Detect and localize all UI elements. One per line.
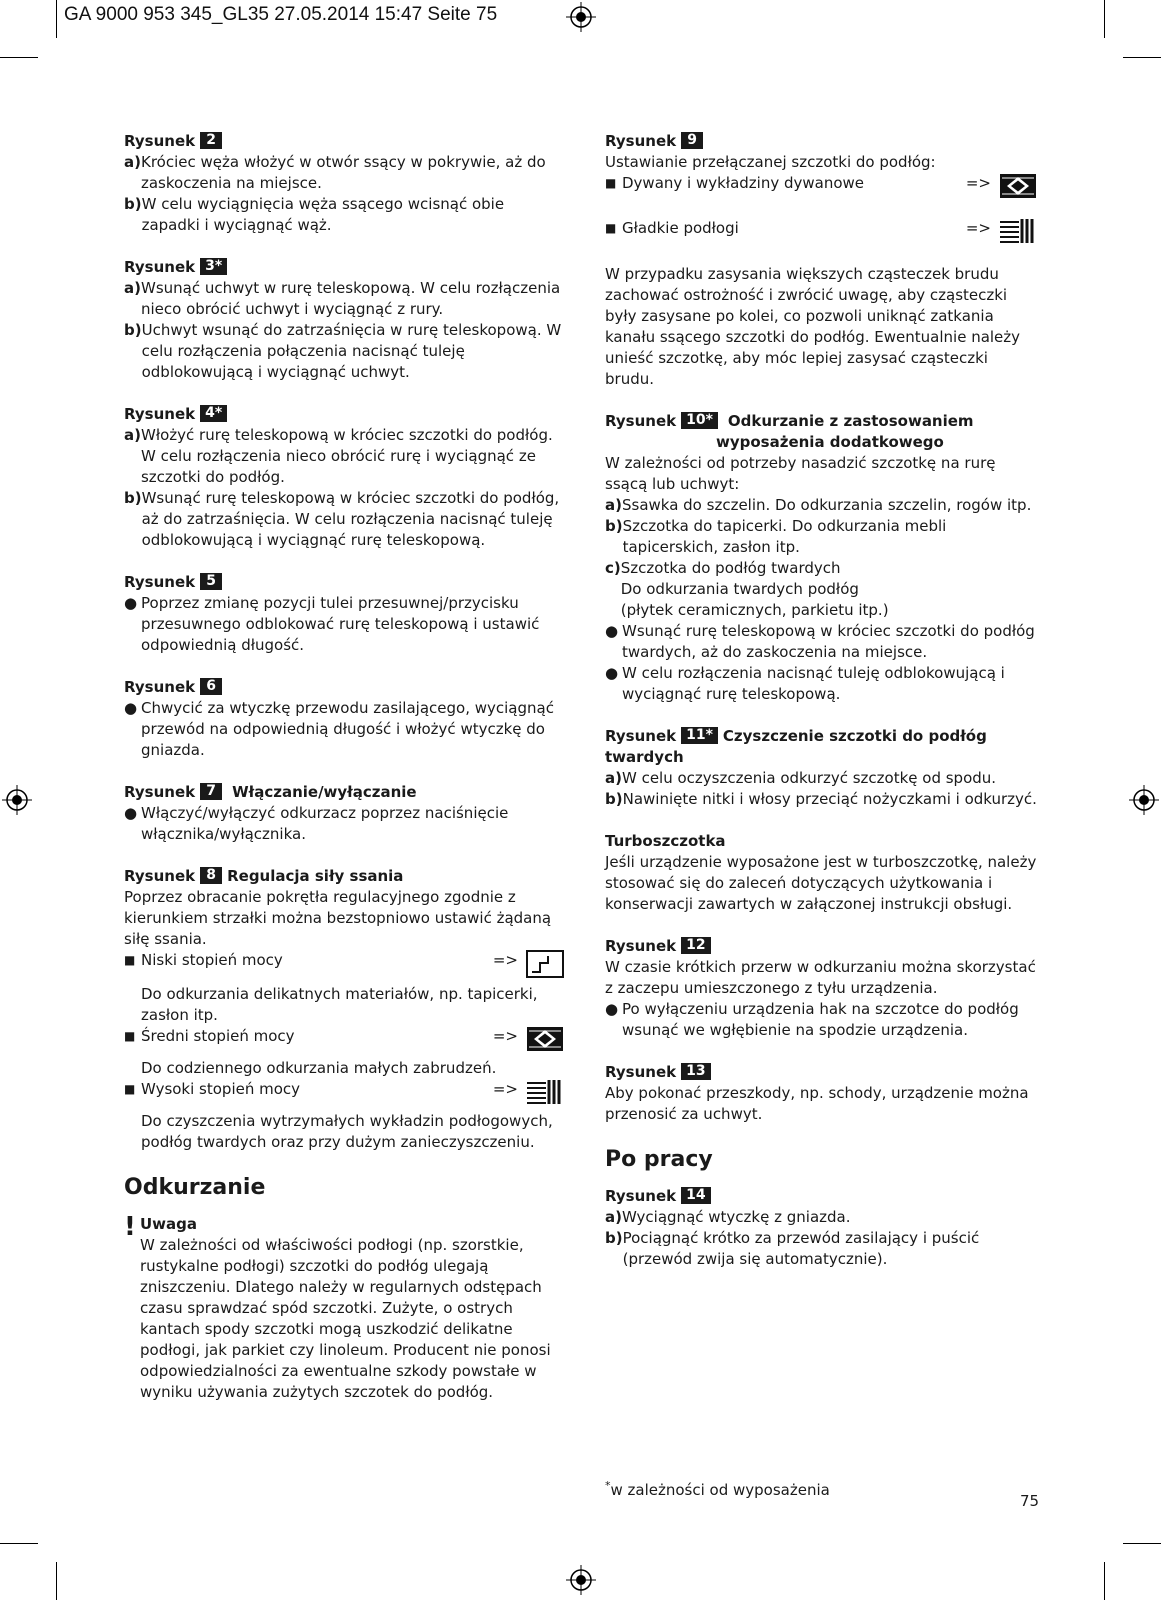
figure-8-section <box>124 866 564 1153</box>
bullet-text: Po wyłączeniu urządzenia hak na szczotce do podłóg wsunąć we wgłębienie na spodzie urządzenia. <box>622 1000 1019 1039</box>
figure-heading <box>124 866 564 887</box>
item-text: Uchwyt wsunąć do zatrzaśnięcia w rurę teleskopową. W celu rozłączenia połączenia nacisnąć tuleję odblokowującą i wyciągnąć uchwyt. <box>141 321 562 381</box>
figure-3-section <box>124 257 564 383</box>
list-item <box>605 516 1037 558</box>
item-text: Króciec węża włożyć w otwór ssący w pokrywie, aż do zaskoczenia na miejsce. <box>140 153 546 192</box>
footnote <box>605 1479 830 1499</box>
figure-title-line2: wyposażenia dodatkowego <box>716 433 944 451</box>
list-item <box>124 488 564 551</box>
list-item <box>124 320 564 383</box>
figure-number-badge: 9 <box>681 132 703 149</box>
bullet-icon: ● <box>124 804 138 822</box>
item-label: a) <box>605 496 622 514</box>
figure-title: Regulacja siły ssania <box>227 867 404 885</box>
item-text: (przewód zwija się automatycznie). <box>622 1250 888 1268</box>
item-text: Wsunąć rurę teleskopową w króciec szczotki do podłóg, aż do zatrzaśnięcia. W celu rozłączenia nacisnąć tuleję odblokowującą i wyciągnąć rurę teleskopową. <box>141 489 560 549</box>
left-column <box>124 131 564 1403</box>
figure-title: Włączanie/wyłączanie <box>232 783 417 801</box>
paragraph: W przypadku zasysania większych cząsteczek brudu zachować ostrożność i zwrócić uwagę, aby cząsteczki były zasysane po kolei, co pozwoli uniknąć zatkania kanału ssącego szczotki do podłóg. Ewentualnie należy unieść szczotkę, aby móc lepiej zasysać cząsteczki brudu. <box>605 265 1021 388</box>
bullet-icon: ● <box>124 594 138 612</box>
power-level-name: Niski stopień mocy <box>141 951 283 969</box>
figure-heading <box>124 404 564 425</box>
warning-icon: ! <box>124 1212 136 1242</box>
power-level-item <box>124 1026 564 1058</box>
power-level-desc: Do czyszczenia wytrzymałych wykładzin podłogowych, podłóg twardych oraz przy dużym zanieczyszczeniu. <box>141 1112 553 1151</box>
item-label: b) <box>124 195 142 213</box>
figure-label: Rysunek <box>605 937 677 955</box>
item-label: a) <box>605 769 622 787</box>
square-bullet-icon: ■ <box>605 176 617 190</box>
floor-type-name: Dywany i wykładziny dywanowe <box>622 174 865 192</box>
bullet-icon: ● <box>605 664 619 682</box>
figure-title: Czyszczenie szczotki do podłóg <box>722 727 987 745</box>
crop-mark <box>0 1543 38 1544</box>
paragraph: Ustawianie przełączanej szczotki do podłóg: <box>605 153 936 171</box>
figure-number-badge: 8 <box>200 867 222 884</box>
item-text: Szczotka do tapicerki. Do odkurzania mebli tapicerskich, zasłon itp. <box>622 517 947 556</box>
item-label: a) <box>124 426 141 444</box>
figure-number-badge: 13 <box>681 1063 710 1080</box>
footnote-text: w zależności od wyposażenia <box>610 1481 830 1499</box>
item-label: a) <box>124 279 141 297</box>
list-item <box>124 152 564 194</box>
bullet-icon: ● <box>124 699 138 717</box>
turbo-section <box>605 831 1037 915</box>
power-level-name: Wysoki stopień mocy <box>141 1080 301 1098</box>
item-text: W celu oczyszczenia odkurzyć szczotkę od spodu. <box>621 769 997 787</box>
figure-number-badge: 2 <box>200 132 222 149</box>
list-item <box>605 558 1037 621</box>
crop-mark <box>0 57 38 58</box>
figure-title-line2: twardych <box>605 748 684 766</box>
figure-2-section <box>124 131 564 236</box>
square-bullet-icon: ■ <box>124 953 136 967</box>
figure-label: Rysunek <box>124 867 196 885</box>
bullet-item <box>124 698 564 761</box>
item-label: b) <box>124 489 142 507</box>
figure-label: Rysunek <box>124 405 196 423</box>
item-text: Wsunąć uchwyt w rurę teleskopową. W celu rozłączenia nieco obrócić uchwyt i wyciągnąć z rury. <box>140 279 561 318</box>
bullet-icon: ● <box>605 622 619 640</box>
bullet-text: Włączyć/wyłączyć odkurzacz poprzez naciśnięcie włącznika/wyłącznika. <box>141 804 509 843</box>
figure-number-badge: 3* <box>200 258 227 275</box>
square-bullet-icon: ■ <box>124 1029 136 1043</box>
item-label: b) <box>605 1229 623 1247</box>
section-heading: Odkurzanie <box>124 1175 266 1200</box>
registration-mark-icon <box>566 2 596 32</box>
item-label: a) <box>605 1208 622 1226</box>
floor-type-item <box>605 173 1037 205</box>
list-item <box>605 1207 1037 1228</box>
figure-label: Rysunek <box>605 727 677 745</box>
figure-12-section <box>605 936 1037 1041</box>
figure-label: Rysunek <box>124 783 196 801</box>
figure-7-section <box>124 782 564 845</box>
bullet-text: Wsunąć rurę teleskopową w króciec szczotki do podłóg twardych, aż do zaskoczenia na miejsce. <box>622 622 1035 661</box>
bullet-item <box>605 663 1037 705</box>
bullet-item <box>124 593 564 656</box>
crop-mark <box>56 0 57 38</box>
list-item <box>605 495 1037 516</box>
paragraph: W czasie krótkich przerw w odkurzaniu można skorzystać z zaczepu umieszczonego z tyłu urządzenia. <box>605 958 1036 997</box>
low-power-icon <box>526 950 564 984</box>
print-header: GA 9000 953 345_GL35 27.05.2014 15:47 Seite 75 <box>64 4 498 25</box>
figure-10-section <box>605 411 1037 705</box>
crop-mark <box>1123 57 1161 58</box>
registration-mark-icon <box>566 1565 596 1595</box>
figure-label: Rysunek <box>124 573 196 591</box>
figure-heading <box>605 1186 1037 1207</box>
right-column <box>605 131 1037 1270</box>
figure-number-badge: 10* <box>681 412 718 429</box>
figure-number-badge: 5 <box>200 573 222 590</box>
figure-label: Rysunek <box>605 1187 677 1205</box>
square-bullet-icon: ■ <box>124 1082 136 1096</box>
paragraph: Jeśli urządzenie wyposażone jest w turboszczotkę, należy stosować się do zaleceń dotyczących użytkowania i konserwacji zawartych w załączonej instrukcji obsługi. <box>605 853 1037 913</box>
figure-number-badge: 6 <box>200 678 222 695</box>
power-level-item <box>124 1079 564 1111</box>
figure-heading <box>124 677 564 698</box>
figure-label: Rysunek <box>124 258 196 276</box>
crop-mark <box>1104 0 1105 38</box>
figure-heading <box>124 257 564 278</box>
registration-mark-icon <box>2 785 32 815</box>
item-label: c) <box>605 559 621 577</box>
figure-6-section <box>124 677 564 761</box>
item-text: Wyciągnąć wtyczkę z gniazda. <box>621 1208 851 1226</box>
figure-9-section <box>605 131 1037 390</box>
bullet-text: Chwycić za wtyczkę przewodu zasilającego, wyciągnąć przewód na odpowiednią długość i włożyć wtyczkę do gniazda. <box>141 699 554 759</box>
floor-type-item <box>605 218 1037 250</box>
figure-13-section <box>605 1062 1037 1125</box>
list-item <box>605 789 1037 810</box>
figure-heading <box>605 131 1037 152</box>
figure-heading <box>605 726 1037 747</box>
square-bullet-icon: ■ <box>605 221 617 235</box>
figure-heading <box>605 936 1037 957</box>
list-item <box>605 768 1037 789</box>
arrow: => <box>965 174 991 192</box>
warning-block <box>124 1214 564 1403</box>
item-text: W celu wyciągnięcia węża ssącego wcisnąć obie zapadki i wyciągnąć wąż. <box>141 195 505 234</box>
item-label: b) <box>605 517 623 535</box>
figure-heading <box>124 782 564 803</box>
bullet-item <box>124 803 564 845</box>
figure-label: Rysunek <box>605 132 677 150</box>
figure-number-badge: 4* <box>200 405 227 422</box>
figure-label: Rysunek <box>605 1063 677 1081</box>
item-text: Włożyć rurę teleskopową w króciec szczotki do podłóg. W celu rozłączenia nieco obrócić rurę i wyciągnąć ze szczotki do podłóg. <box>140 426 553 486</box>
warning-title: Uwaga <box>140 1215 198 1233</box>
arrow: => <box>965 219 991 237</box>
footnote-marker: * <box>605 1479 611 1492</box>
item-text: Pociągnąć krótko za przewód zasilający i puścić <box>622 1229 980 1247</box>
carpet-icon <box>526 1026 564 1058</box>
carpet-icon <box>999 173 1037 205</box>
list-item <box>124 194 564 236</box>
po-pracy-section <box>605 1146 1037 1270</box>
power-level-name: Średni stopień mocy <box>141 1027 295 1045</box>
figure-heading <box>605 1062 1037 1083</box>
item-label: a) <box>124 153 141 171</box>
hard-floor-icon <box>999 218 1037 250</box>
item-text: (płytek ceramicznych, parkietu itp.) <box>620 601 889 619</box>
figure-number-badge: 7 <box>200 783 222 800</box>
figure-5-section <box>124 572 564 656</box>
paragraph: Poprzez obracanie pokrętła regulacyjnego zgodnie z kierunkiem strzałki można bezstopniowo ustawić żądaną siłę ssania. <box>124 888 552 948</box>
item-text: Nawinięte nitki i włosy przeciąć nożyczkami i odkurzyć. <box>622 790 1037 808</box>
power-level-desc: Do codziennego odkurzania małych zabrudzeń. <box>141 1059 497 1077</box>
item-label: b) <box>605 790 623 808</box>
power-level-item <box>124 950 564 984</box>
section-subheading: Turboszczotka <box>605 832 726 850</box>
registration-mark-icon <box>1129 785 1159 815</box>
section-heading: Po pracy <box>605 1147 713 1172</box>
page-number: 75 <box>1020 1492 1040 1510</box>
power-level-desc: Do odkurzania delikatnych materiałów, np. tapicerki, zasłon itp. <box>141 985 538 1024</box>
figure-number-badge: 11* <box>681 727 718 744</box>
arrow: => <box>492 1080 518 1098</box>
item-text: Ssawka do szczelin. Do odkurzania szczelin, rogów itp. <box>621 496 1032 514</box>
crop-mark <box>1104 1562 1105 1600</box>
figure-4-section <box>124 404 564 551</box>
bullet-text: Poprzez zmianę pozycji tulei przesuwnej/przycisku przesuwnego odblokować rurę teleskopową i ustawić odpowiednią długość. <box>141 594 540 654</box>
item-label: b) <box>124 321 142 339</box>
figure-title: Odkurzanie z zastosowaniem <box>727 412 974 430</box>
list-item <box>124 278 564 320</box>
figure-heading <box>605 411 1037 432</box>
figure-heading <box>124 572 564 593</box>
odkurzanie-section <box>124 1174 564 1403</box>
warning-text: W zależności od właściwości podłogi (np. szorstkie, rustykalne podłogi) szczotki do podłóg ulegają zniszczeniu. Dlatego należy w regularnych odstępach czasu sprawdzać spód szczotki. Zużyte, o ostrych kantach spody szczotki mogą uszkodzić delikatne podłogi, jak parkiet czy linoleum. Producent nie ponosi odpowiedzialności za ewentualne szkody powstałe w wyniku używania zużytych szczotek do podłóg. <box>140 1236 551 1401</box>
list-item <box>124 425 564 488</box>
figure-number-badge: 14 <box>681 1187 710 1204</box>
hard-floor-icon <box>526 1079 564 1111</box>
paragraph: W zależności od potrzeby nasadzić szczotkę na rurę ssącą lub uchwyt: <box>605 454 996 493</box>
figure-number-badge: 12 <box>681 937 710 954</box>
figure-label: Rysunek <box>124 132 196 150</box>
bullet-item <box>605 621 1037 663</box>
item-text: Do odkurzania twardych podłóg <box>620 580 859 598</box>
crop-mark <box>1123 1543 1161 1544</box>
floor-type-name: Gładkie podłogi <box>622 219 739 237</box>
arrow: => <box>492 1027 518 1045</box>
figure-label: Rysunek <box>605 412 677 430</box>
list-item <box>605 1228 1037 1270</box>
bullet-item <box>605 999 1037 1041</box>
figure-heading <box>124 131 564 152</box>
arrow: => <box>492 951 518 969</box>
crop-mark <box>56 1562 57 1600</box>
bullet-icon: ● <box>605 1000 619 1018</box>
item-text: Szczotka do podłóg twardych <box>620 559 841 577</box>
bullet-text: W celu rozłączenia nacisnąć tuleję odblokowującą i wyciągnąć rurę teleskopową. <box>622 664 1005 703</box>
paragraph: Aby pokonać przeszkody, np. schody, urządzenie można przenosić za uchwyt. <box>605 1084 1029 1123</box>
figure-11-section <box>605 726 1037 810</box>
figure-label: Rysunek <box>124 678 196 696</box>
